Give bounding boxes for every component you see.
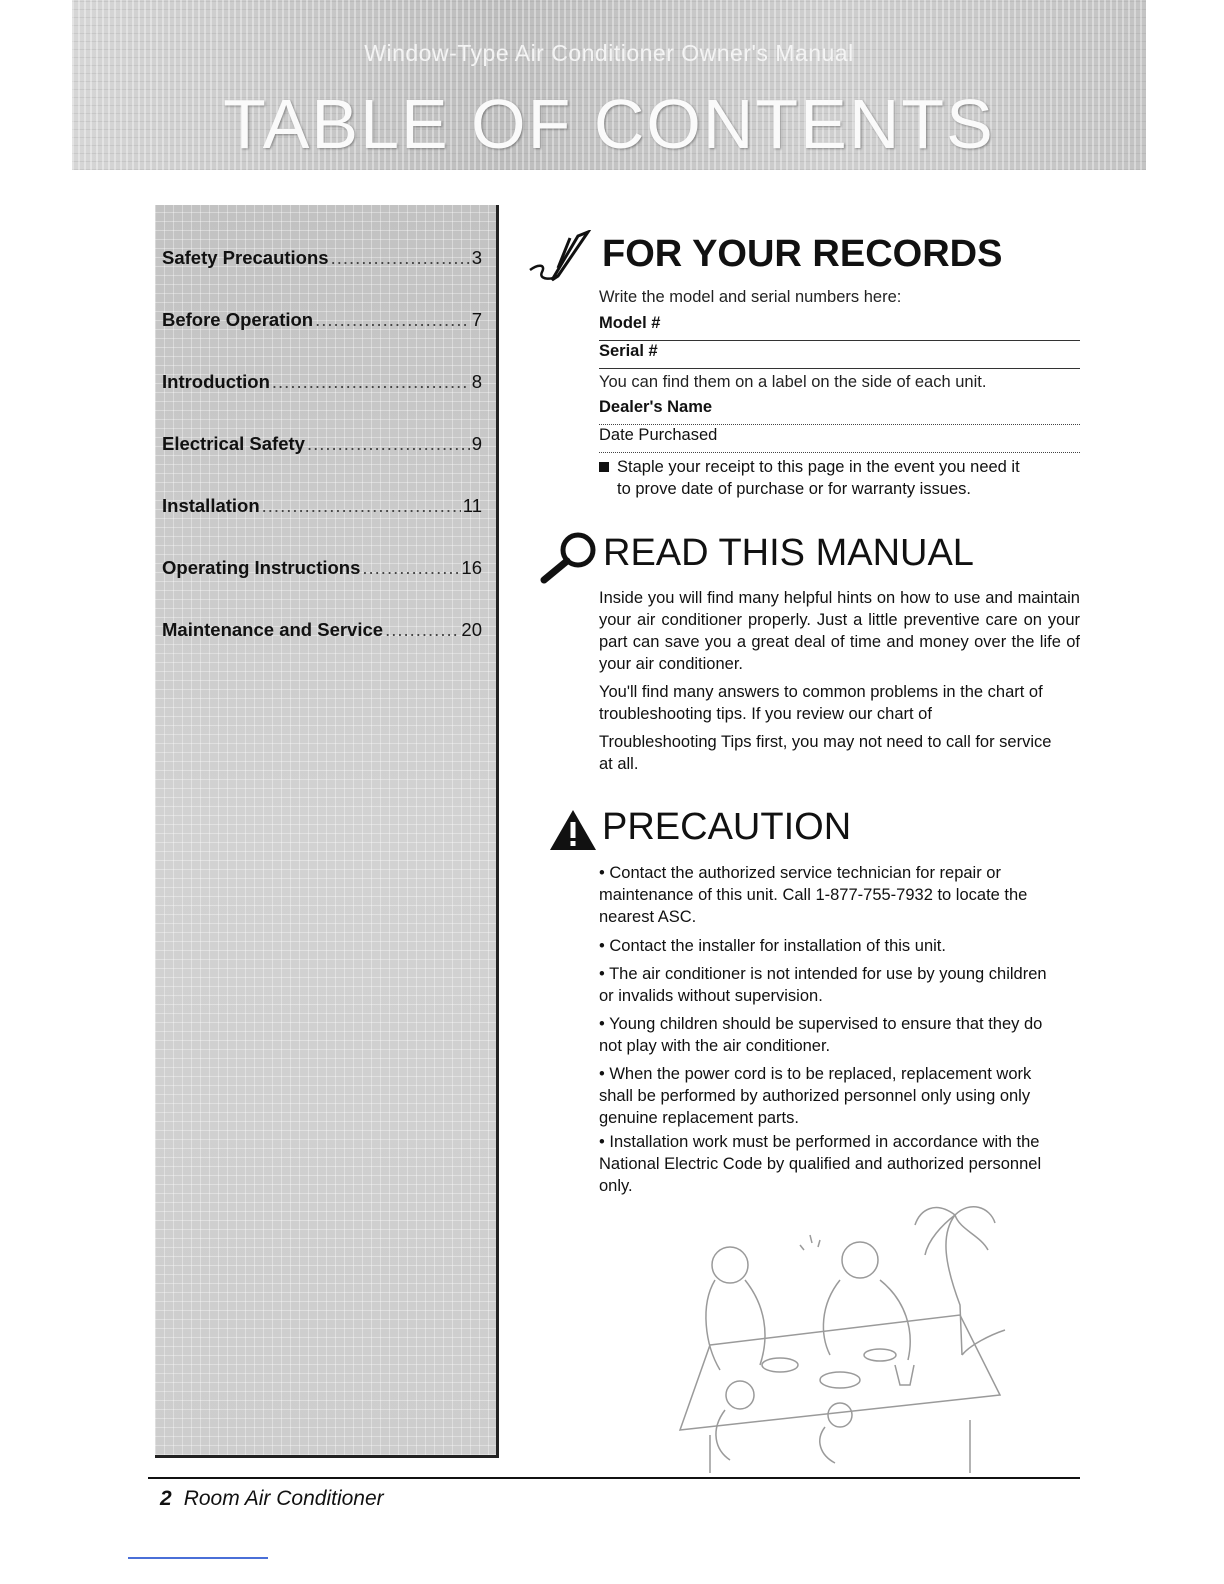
toc-leader bbox=[307, 433, 470, 455]
toc-label: Maintenance and Service bbox=[162, 619, 384, 640]
toc-label: Introduction bbox=[162, 371, 270, 392]
toc-panel bbox=[155, 205, 499, 1458]
footer bbox=[160, 1487, 384, 1511]
model-label: Model # bbox=[599, 314, 661, 332]
precaution-item: • When the power cord is to be replaced, replacement work shall be performed by authorized personnel only using only genuine replacement parts. bbox=[599, 1065, 1032, 1127]
toc-page-number: 16 bbox=[461, 557, 482, 578]
dealer-name-field[interactable] bbox=[599, 398, 1080, 425]
warning-triangle-icon bbox=[548, 808, 598, 852]
footer-divider bbox=[148, 1477, 1080, 1479]
precaution-item: • Contact the authorized service technician for repair or maintenance of this unit. Call 1-877-755-7932 to locate the nearest ASC. bbox=[599, 864, 1028, 926]
staple-line-1: Staple your receipt to this page in the event you need it bbox=[617, 458, 1020, 476]
toc-leader bbox=[262, 495, 461, 517]
header-banner bbox=[72, 0, 1146, 170]
toc-leader bbox=[385, 619, 459, 641]
toc-page-number: 20 bbox=[461, 619, 482, 640]
staple-line-2: to prove date of purchase or for warranty issues. bbox=[617, 480, 972, 498]
manual-paragraph-1: Inside you will find many helpful hints on how to use and maintain your air conditioner properly. Just a little preventive care on your part can save you a great deal of time and money over the life of your air conditioner. bbox=[599, 589, 1080, 673]
toc-page-number: 7 bbox=[471, 309, 482, 330]
toc-item-operating-instructions[interactable] bbox=[162, 557, 482, 587]
toc-leader bbox=[272, 371, 470, 393]
square-bullet-icon bbox=[599, 462, 609, 472]
picnic-illustration bbox=[670, 1195, 1010, 1475]
toc-label: Safety Precautions bbox=[162, 247, 329, 268]
manual-heading: READ THIS MANUAL bbox=[603, 532, 974, 574]
toc-item-safety-precautions[interactable] bbox=[162, 247, 482, 277]
precaution-item: • Installation work must be performed in accordance with the National Electric Code by qualified and authorized personnel only. bbox=[599, 1133, 1042, 1195]
toc-label: Installation bbox=[162, 495, 260, 516]
page-number: 2 bbox=[160, 1487, 172, 1510]
manual-subtitle: Window-Type Air Conditioner Owner's Manual bbox=[364, 40, 854, 66]
serial-label: Serial # bbox=[599, 342, 658, 360]
toc-page-number: 11 bbox=[462, 495, 482, 516]
toc-leader bbox=[362, 557, 459, 579]
serial-number-field[interactable] bbox=[599, 342, 1080, 369]
toc-item-maintenance-and-service[interactable] bbox=[162, 619, 482, 649]
staple-note bbox=[599, 456, 1089, 500]
toc-leader bbox=[315, 309, 470, 331]
toc-leader bbox=[331, 247, 470, 269]
precaution-item: • The air conditioner is not intended for use by young children or invalids without supervision. bbox=[599, 965, 1047, 1005]
dealer-label: Dealer's Name bbox=[599, 398, 713, 416]
records-heading: FOR YOUR RECORDS bbox=[602, 233, 1003, 275]
manual-paragraph-2: You'll find many answers to common problems in the chart of troubleshooting tips. If you review our chart of bbox=[599, 683, 1043, 723]
toc-item-introduction[interactable] bbox=[162, 371, 482, 401]
date-label: Date Purchased bbox=[599, 426, 718, 444]
precaution-item: • Young children should be supervised to ensure that they do not play with the air conditioner. bbox=[599, 1015, 1043, 1055]
magnifier-icon bbox=[538, 528, 602, 584]
toc-item-before-operation[interactable] bbox=[162, 309, 482, 339]
toc-label: Before Operation bbox=[162, 309, 314, 330]
date-purchased-field[interactable] bbox=[599, 426, 1080, 453]
bottom-divider bbox=[128, 1557, 268, 1559]
model-number-field[interactable] bbox=[599, 314, 1080, 341]
footer-title: Room Air Conditioner bbox=[183, 1487, 384, 1510]
records-intro: Write the model and serial numbers here: bbox=[599, 288, 902, 306]
toc-item-installation[interactable] bbox=[162, 495, 482, 525]
pen-icon bbox=[528, 230, 598, 288]
toc-page-number: 9 bbox=[471, 433, 482, 454]
toc-label: Electrical Safety bbox=[162, 433, 305, 454]
precaution-item: • Contact the installer for installation of this unit. bbox=[599, 937, 946, 955]
manual-paragraph-3: Troubleshooting Tips first, you may not need to call for service at all. bbox=[599, 733, 1052, 773]
precaution-heading: PRECAUTION bbox=[602, 806, 852, 848]
toc-label: Operating Instructions bbox=[162, 557, 361, 578]
toc-page-number: 3 bbox=[471, 247, 482, 268]
toc-page-number: 8 bbox=[471, 371, 482, 392]
label-location-note: You can find them on a label on the side of each unit. bbox=[599, 373, 987, 391]
page-title: TABLE OF CONTENTS bbox=[223, 85, 995, 163]
toc-item-electrical-safety[interactable] bbox=[162, 433, 482, 463]
